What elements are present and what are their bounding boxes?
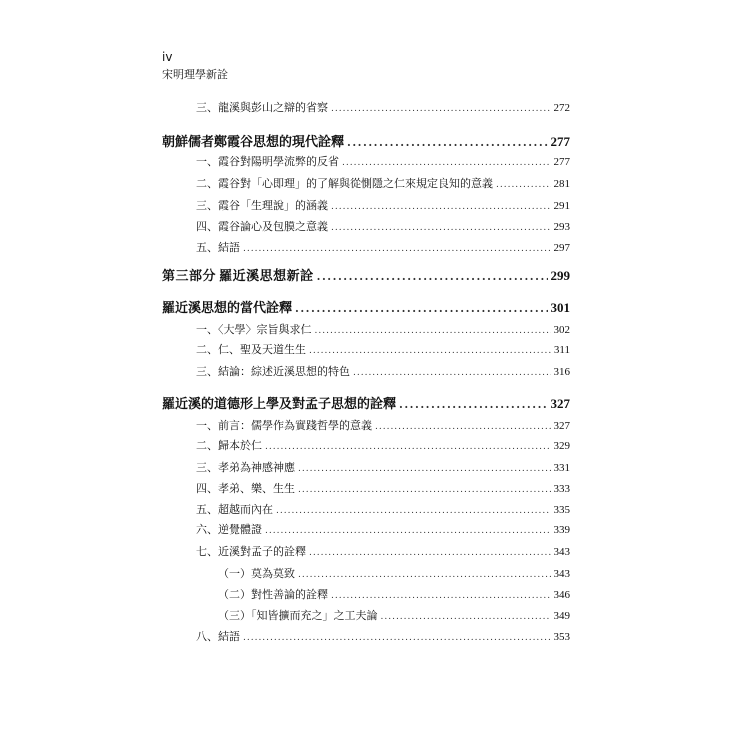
dot-leader — [315, 321, 551, 340]
toc-entry-title: 朝鮮儒者鄭霞谷思想的現代詮釋 — [162, 135, 345, 150]
toc-entry-page: 316 — [553, 366, 570, 378]
toc-entry-page: 291 — [553, 200, 570, 212]
toc-chapter-heading — [162, 132, 570, 152]
toc-entry-title: 羅近溪思想的當代詮釋 — [162, 301, 293, 316]
toc-entry — [196, 500, 570, 520]
toc-part-label: 第三部分 — [162, 269, 217, 284]
toc-entry-page: 333 — [553, 483, 570, 495]
toc-entry-page: 272 — [553, 102, 570, 114]
toc-entry-title: （二）對性善論的詮釋 — [218, 588, 328, 601]
toc-entry-page: 302 — [553, 324, 570, 336]
toc-entry-title: 二、仁、聖及天道生生 — [196, 343, 306, 356]
toc-entry-page: 346 — [553, 589, 570, 601]
toc-entry — [196, 98, 570, 118]
toc-entry — [196, 340, 570, 360]
dot-leader — [265, 521, 551, 540]
toc-entry-title: 一、前言：儒學作為實踐哲學的意義 — [196, 419, 372, 432]
toc-entry — [196, 238, 570, 258]
toc-entry-page: 343 — [553, 546, 570, 558]
toc-entry-page: 297 — [553, 242, 570, 254]
toc-entry-page: 335 — [553, 504, 570, 516]
dot-leader — [276, 501, 551, 520]
dot-leader — [331, 99, 551, 118]
dot-leader — [243, 628, 551, 647]
toc-entry — [196, 217, 570, 237]
toc-chapter-heading — [162, 394, 570, 414]
dot-leader — [317, 267, 548, 286]
toc-entry-page: 277 — [550, 134, 570, 149]
dot-leader — [399, 395, 547, 414]
toc-entry — [196, 196, 570, 216]
toc-entry — [196, 458, 570, 478]
dot-leader — [342, 153, 551, 172]
toc-entry-title: 五、結語 — [196, 241, 240, 254]
toc-entry-title: 二、歸本於仁 — [196, 439, 262, 452]
dot-leader — [331, 586, 551, 605]
book-title: 宋明理學新詮 — [162, 68, 228, 81]
toc-entry-title: 四、霞谷論心及包膜之意義 — [196, 220, 328, 233]
toc-entry-page: 277 — [553, 156, 570, 168]
dot-leader — [331, 197, 551, 216]
toc-entry-title: 一、霞谷對陽明學流弊的反省 — [196, 155, 339, 168]
toc-entry-page: 293 — [553, 221, 570, 233]
toc-chapter-heading — [162, 298, 570, 318]
dot-leader — [243, 239, 551, 258]
toc-entry — [196, 362, 570, 382]
toc-entry-title: 二、霞谷對「心即理」的了解與從惻隱之仁來規定良知的意義 — [196, 177, 493, 190]
toc-entry — [196, 520, 570, 540]
toc-entry-page: 353 — [553, 631, 570, 643]
toc-entry — [196, 627, 570, 647]
dot-leader — [265, 437, 551, 456]
toc-entry-title: 三、結論：綜述近溪思想的特色 — [196, 365, 350, 378]
toc-entry-page: 327 — [553, 420, 570, 432]
toc-entry-page: 299 — [550, 268, 570, 283]
dot-leader — [298, 459, 551, 478]
toc-entry — [196, 542, 570, 562]
toc-entry-title: 三、霞谷「生理說」的涵義 — [196, 199, 328, 212]
toc-entry-page: 339 — [553, 524, 570, 536]
toc-entry-title: （一）莫為莫致 — [218, 567, 295, 580]
dot-leader — [353, 363, 551, 382]
toc-entry-page: 327 — [550, 396, 570, 411]
dot-leader — [298, 480, 551, 499]
toc-entry-page: 331 — [553, 462, 570, 474]
toc-entry — [196, 436, 570, 456]
toc-entry-page: 343 — [553, 568, 570, 580]
toc-entry-title: 三、孝弟為神感神應 — [196, 461, 295, 474]
dot-leader — [375, 417, 551, 436]
toc-entry-page: 301 — [550, 300, 570, 315]
toc-entry-page: 281 — [553, 178, 570, 190]
toc-part-title: 羅近溪思想新詮 — [219, 269, 314, 284]
toc-entry-page: 311 — [553, 344, 570, 356]
toc-part-heading — [162, 266, 570, 286]
dot-leader — [331, 218, 551, 237]
toc-subentry — [218, 564, 570, 584]
dot-leader — [309, 543, 551, 562]
toc-entry — [196, 416, 570, 436]
toc-entry-title: 七、近溪對孟子的詮釋 — [196, 545, 306, 558]
toc-entry-title: 四、孝弟、樂、生生 — [196, 482, 295, 495]
dot-leader — [295, 299, 547, 318]
toc-entry-title: （三）「知皆擴而充之」之工夫論 — [218, 609, 378, 622]
dot-leader — [298, 565, 551, 584]
dot-leader — [381, 607, 551, 626]
toc-entry-title: 六、逆覺體證 — [196, 523, 262, 536]
dot-leader — [309, 341, 551, 360]
toc-entry-title: 三、龍溪與彭山之辯的省察 — [196, 101, 328, 114]
page-number: iv — [162, 50, 173, 64]
toc-entry — [196, 479, 570, 499]
toc-entry — [196, 152, 570, 172]
toc-entry — [196, 320, 570, 340]
toc-entry-title: 羅近溪的道德形上學及對孟子思想的詮釋 — [162, 397, 397, 412]
dot-leader — [496, 175, 551, 194]
dot-leader — [347, 133, 547, 152]
running-header — [162, 50, 228, 82]
toc-subentry — [218, 606, 570, 626]
toc-entry-title: 五、超越而內在 — [196, 503, 273, 516]
toc-entry-page: 349 — [553, 610, 570, 622]
toc-entry-page: 329 — [553, 440, 570, 452]
toc-subentry — [218, 585, 570, 605]
toc-entry-title: 八、結語 — [196, 630, 240, 643]
toc-entry — [196, 174, 570, 194]
toc-entry-title: 一、〈大學〉宗旨與求仁 — [196, 323, 312, 336]
